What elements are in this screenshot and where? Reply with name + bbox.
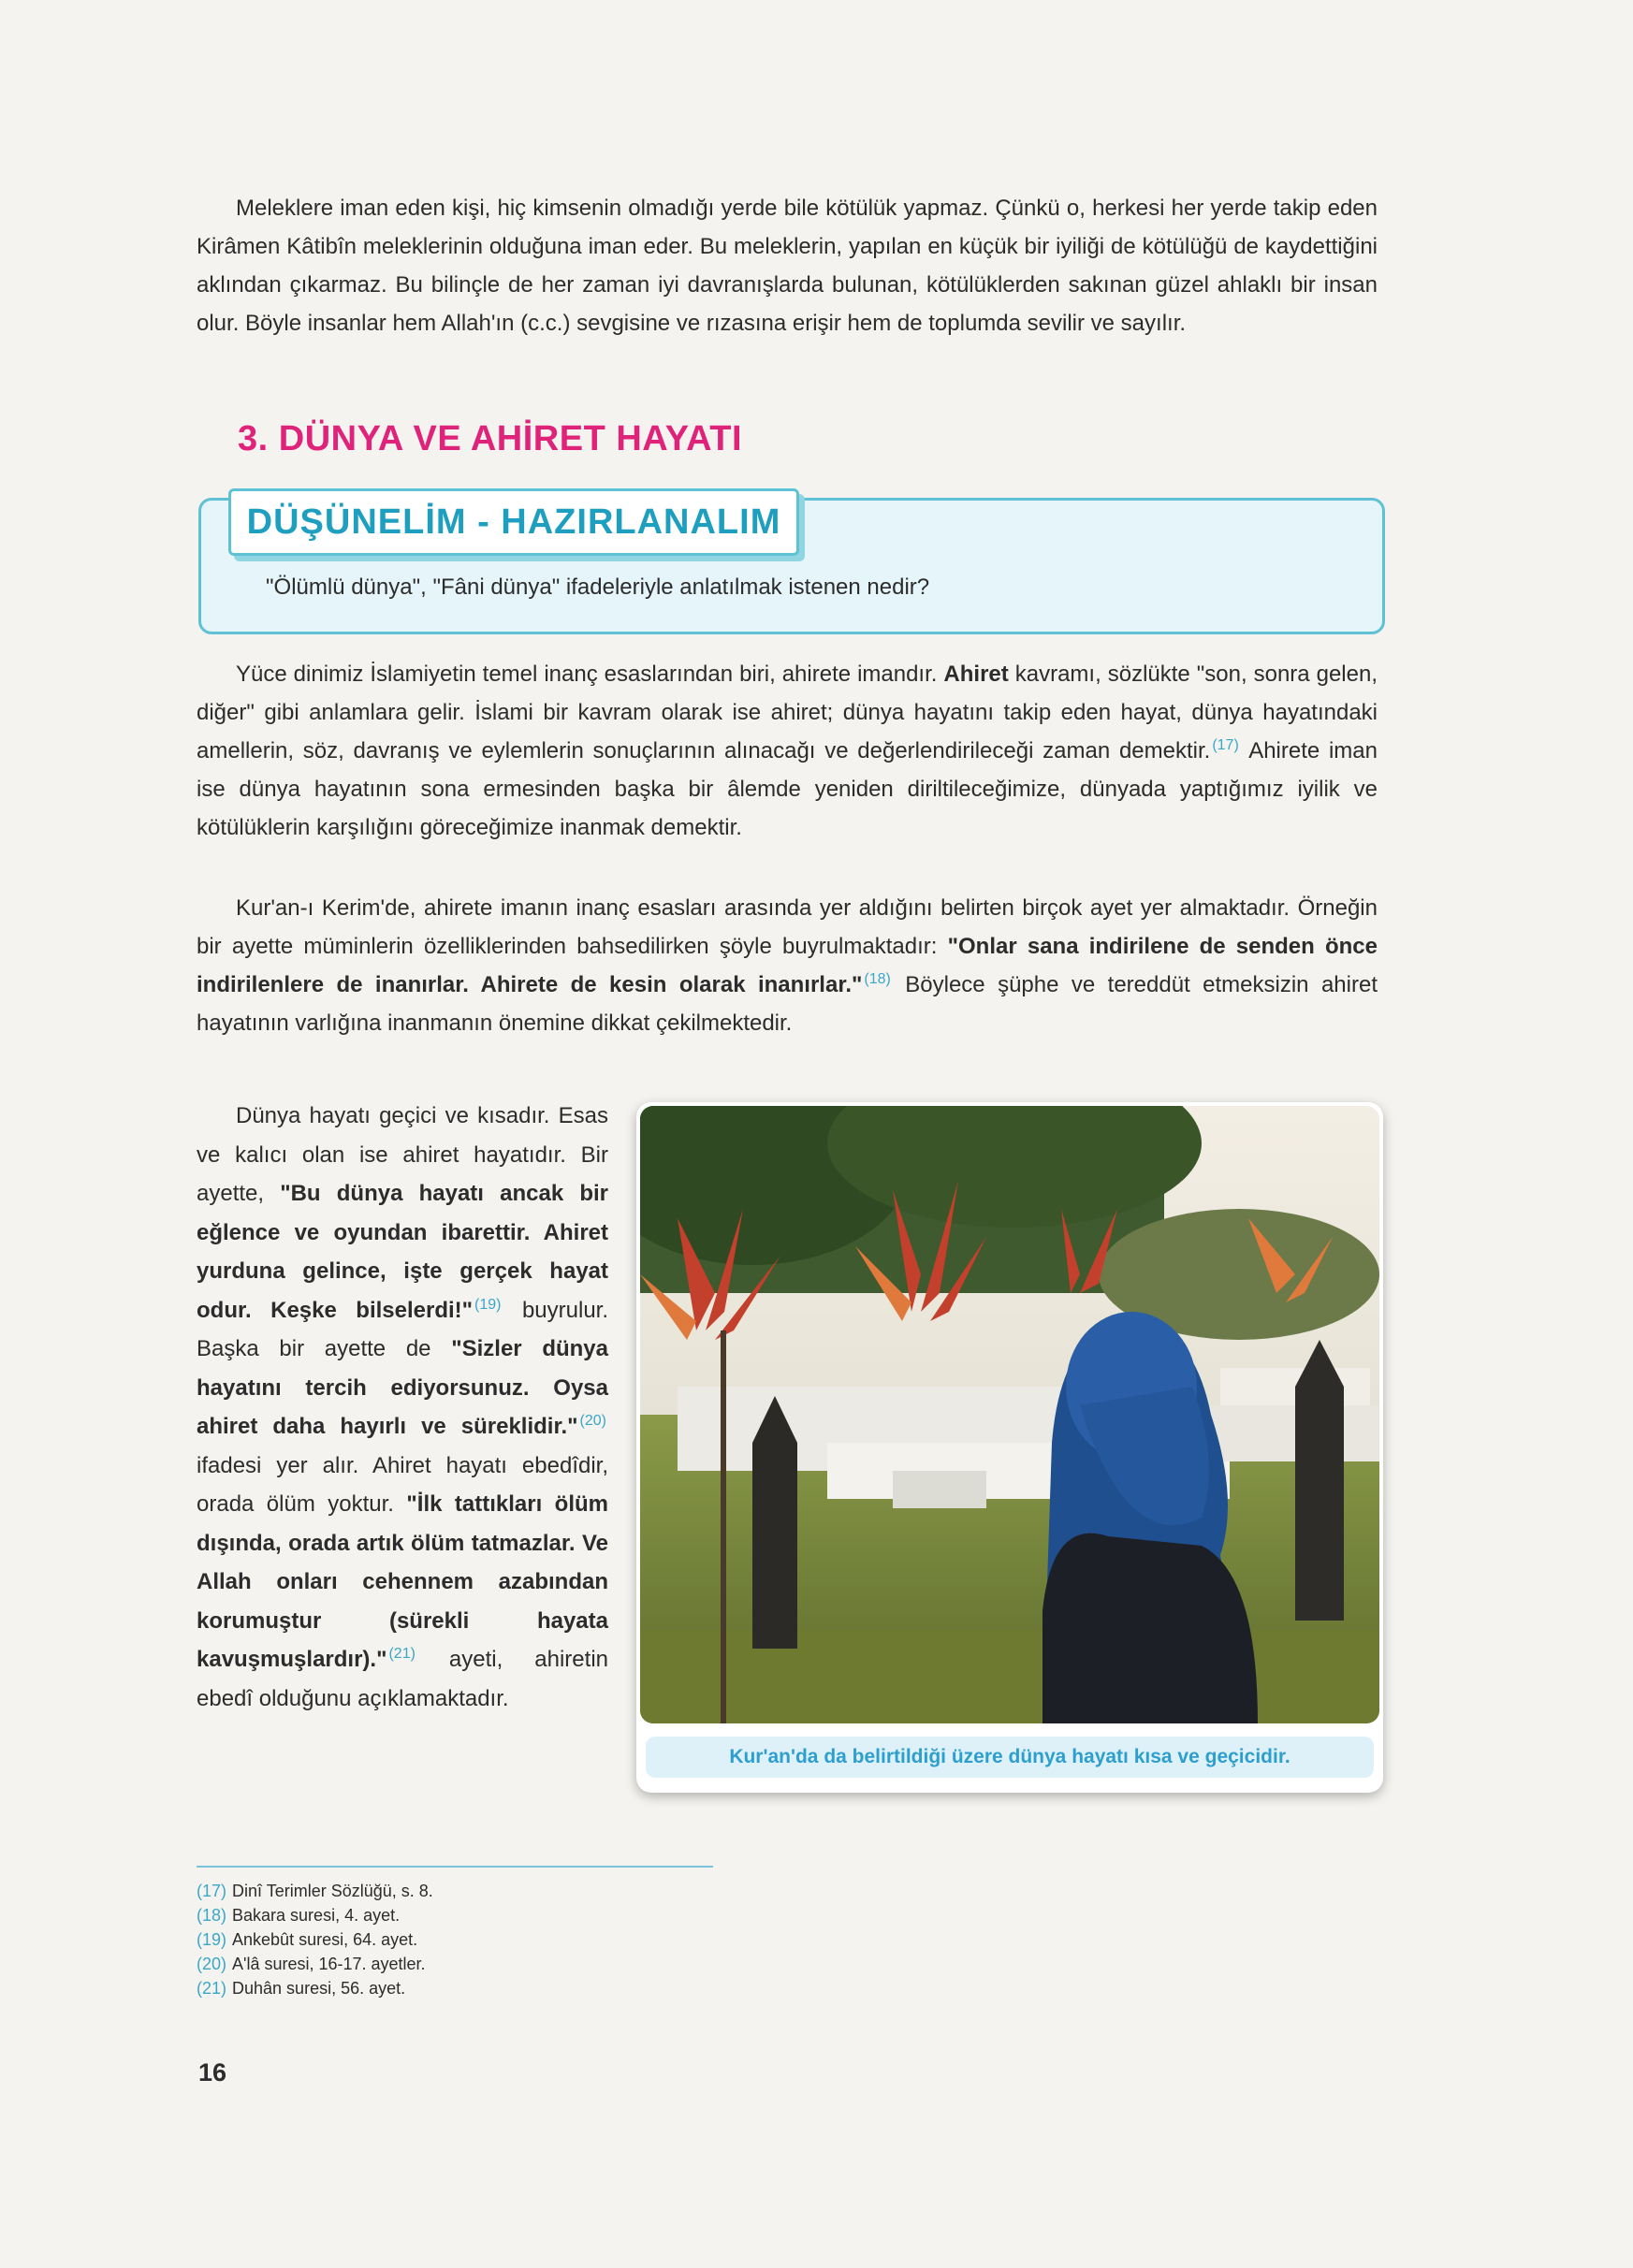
footnote-ref-17: (17) bbox=[1212, 737, 1239, 753]
cemetery-photo bbox=[640, 1106, 1379, 1723]
dunya-hayati-paragraph: Dünya hayatı geçici ve kısadır. Esas ve kalıcı olan ise ahiret hayatıdır. Bir ayette, "Bu dünya hayatı ancak bir eğlence ve oyundan ibarettir. Ahiret yurduna gelince, işte gerçek hayat odur. Keşke bilselerdi!" $^{(19)}$ buyrulur. Başka bir ayette de "Sizler dünya hayatını tercih ediyorsunuz. Oysa ahiret daha hayırlı ve süreklidir." $^{(20)}$ ifadesi yer alır. Ahiret hayatı ebedîdir, orada ölüm yoktur. "İlk tattıkları ölüm dışında, orada artık ölüm tatmazlar. Ve Allah onları cehennem azabından korumuştur (sürekli hayata kavuşmuşlardır)." $^{(21)}$ ayeti, ahiretin ebedî olduğunu açıklamaktadır. bbox=[197, 1103, 609, 1711]
ayet-quote: "İlk tattıkları ölüm dışında, orada artık ölüm tatmazlar. Ve Allah onları cehennem azabından korumuştur (sürekli hayata kavuşmuşlardır)." bbox=[197, 1491, 608, 1672]
footnote-ref-19: (19) bbox=[474, 1296, 502, 1313]
footnote-item: (17) Dinî Terimler Sözlüğü, s. 8. bbox=[197, 1882, 433, 1900]
ahiret-term: Ahiret bbox=[943, 662, 1009, 687]
ayet-quote: "Sizler dünya hayatını tercih ediyorsunuz. Oysa ahiret daha hayırlı ve süreklidir." bbox=[197, 1336, 608, 1439]
footnote-ref-18: (18) bbox=[864, 971, 891, 987]
page-number: 16 bbox=[198, 2058, 227, 2086]
section-title: 3. DÜNYA VE AHİRET HAYATI bbox=[238, 419, 743, 458]
intro-paragraph: Meleklere iman eden kişi, hiç kimsenin olmadığı yerde bile kötülük yapmaz. Çünkü o, herkesi her yerde takip eden Kirâmen Kâtibîn meleklerinin olduğuna iman eder. Bu meleklerin, yapılan en küçük bir iyiliği de kötülüğü de kaydettiğini aklından çıkarmaz. Bu bilinçle de her zaman iyi davranışlarda bulunan, kötülüklerden sakınan güzel ahlaklı bir insan olur. Böyle insanlar hem Allah'ın (c.c.) sevgisine ve rızasına erişir hem de toplumda sevilir ve sayılır. bbox=[197, 196, 1378, 336]
ahiret-definition-paragraph: Yüce dinimiz İslamiyetin temel inanç esaslarından biri, ahirete imandır. Ahiret kavramı, sözlükte "son, sonra gelen, diğer" gibi anlamlara gelir. İslami bir kavram olarak ise ahiret; dünya hayatını takip eden hayat, dünya hayatındaki amellerin, söz, davranış ve eylemlerin sonuçlarının alınacağı ve değerlendirileceği zaman demektir. $^{(17)}$ Ahirete iman ise dünya hayatının sona ermesinden başka bir âlemde yeniden diriltileceğimize, dünyada yaptığımız iyilik ve kötülüklerin karşılığını göreceğimize inanmak demektir. bbox=[197, 662, 1378, 840]
footnote-ref-21: (21) bbox=[388, 1646, 416, 1662]
ayet-quote: "Bu dünya hayatı ancak bir eğlence ve oyundan ibarettir. Ahiret yurduna gelince, işte gerçek hayat odur. Keşke bilselerdi!" bbox=[197, 1181, 608, 1323]
think-prepare-label: DÜŞÜNELİM - HAZIRLANALIM bbox=[228, 488, 799, 556]
footnote-item: (18) Bakara suresi, 4. ayet. bbox=[197, 1906, 401, 1925]
think-prepare-question: "Ölümlü dünya", "Fâni dünya" ifadeleriyle anlatılmak istenen nedir? bbox=[266, 574, 930, 600]
footnote-item: (20) A'lâ suresi, 16-17. ayetler. bbox=[197, 1955, 426, 1973]
footnotes bbox=[197, 1879, 433, 2000]
footnote-ref-20: (20) bbox=[579, 1413, 606, 1429]
footnote-item: (19) Ankebût suresi, 64. ayet. bbox=[197, 1930, 418, 1949]
footnote-divider bbox=[197, 1866, 713, 1868]
ayet-quote: "Onlar sana indirilene de senden önce indirilenlere de inanırlar. Ahirete de kesin olarak inanırlar." bbox=[197, 934, 1378, 997]
quran-ahiret-paragraph: Kur'an-ı Kerim'de, ahirete imanın inanç esasları arasında yer aldığını belirten birçok ayet yer almaktadır. Örneğin bir ayette müminlerin özelliklerinden bahsedilirken şöyle buyrulmaktadır: "Onlar sana indirilene de senden önce indirilenlere de inanırlar. Ahirete de kesin olarak inanırlar." $^{(18)}$ Böylece şüphe ve tereddüt etmeksizin ahiret hayatının varlığına inanmanın önemine dikkat çekilmektedir. bbox=[197, 895, 1378, 1036]
photo-caption: Kur'an'da da belirtildiği üzere dünya hayatı kısa ve geçicidir. bbox=[646, 1737, 1374, 1778]
footnote-item: (21) Duhân suresi, 56. ayet. bbox=[197, 1979, 406, 1998]
